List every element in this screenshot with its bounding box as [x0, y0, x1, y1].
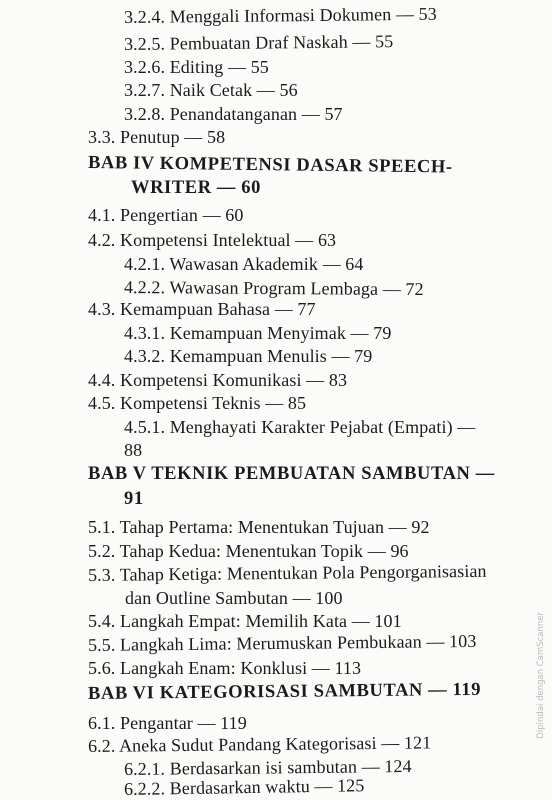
- toc-entry-4-5-1-page: 88: [124, 440, 143, 460]
- toc-entry-6-2-1: 6.2.1. Berdasarkan isi sambutan — 124: [123, 755, 412, 779]
- toc-entry-5-2: 5.2. Tahap Kedua: Menentukan Topik — 96: [88, 541, 409, 561]
- toc-entry-5-5: 5.5. Langkah Lima: Merumuskan Pembukaan — 103: [87, 630, 477, 655]
- toc-entry-3-2-8: 3.2.8. Penandatanganan — 57: [124, 104, 343, 124]
- toc-entry-5-3-cont: dan Outline Sambutan — 100: [125, 588, 343, 608]
- toc-entry-3-2-4: 3.2.4. Menggali Informasi Dokumen — 53: [123, 3, 437, 27]
- toc-entry-3-3: 3.3. Penutup — 58: [88, 127, 226, 147]
- toc-entry-5-3: 5.3. Tahap Ketiga: Menentukan Pola Pengorganisasian: [87, 560, 487, 585]
- toc-entry-5-1: 5.1. Tahap Pertama: Menentukan Tujuan — 92: [88, 517, 430, 537]
- toc-entry-5-4: 5.4. Langkah Empat: Memilih Kata — 101: [88, 611, 402, 631]
- toc-entry-4-1: 4.1. Pengertian — 60: [88, 205, 244, 225]
- toc-entry-4-3-2: 4.3.2. Kemampuan Menulis — 79: [124, 346, 373, 366]
- chapter-heading-bab-v-cont: 91: [124, 489, 144, 509]
- chapter-heading-bab-v: BAB V TEKNIK PEMBUATAN SAMBUTAN —: [88, 464, 495, 484]
- toc-entry-3-2-6: 3.2.6. Editing — 55: [124, 57, 269, 77]
- toc-entry-4-4: 4.4. Kompetensi Komunikasi — 83: [88, 370, 348, 390]
- toc-entry-4-2-2: 4.2.2. Wawasan Program Lembaga — 72: [123, 277, 424, 300]
- toc-entry-6-1: 6.1. Pengantar — 119: [88, 713, 247, 733]
- chapter-heading-bab-iv: BAB IV KOMPETENSI DASAR SPEECH-: [87, 153, 453, 178]
- chapter-heading-bab-iv-cont: WRITER — 60: [131, 178, 261, 198]
- toc-entry-6-2-2: 6.2.2. Berdasarkan waktu — 125: [123, 775, 365, 799]
- scanner-watermark: Dipindai dengan CamScanner: [536, 612, 546, 739]
- toc-entry-4-2-1: 4.2.1. Wawasan Akademik — 64: [124, 254, 364, 274]
- toc-entry-6-2: 6.2. Aneka Sudut Pandang Kategorisasi — 121: [87, 732, 432, 756]
- toc-entry-4-5-1: 4.5.1. Menghayati Karakter Pejabat (Empati) —: [124, 417, 476, 437]
- chapter-heading-bab-vi: BAB VI KATEGORISASI SAMBUTAN — 119: [87, 679, 482, 704]
- toc-entry-4-5: 4.5. Kompetensi Teknis — 85: [88, 393, 307, 413]
- toc-entry-3-2-7: 3.2.7. Naik Cetak — 56: [124, 80, 298, 100]
- toc-entry-4-3-1: 4.3.1. Kemampuan Menyimak — 79: [124, 323, 392, 343]
- toc-entry-4-3: 4.3. Kemampuan Bahasa — 77: [88, 299, 316, 319]
- toc-entry-4-2: 4.2. Kompetensi Intelektual — 63: [88, 230, 337, 250]
- toc-entry-3-2-5: 3.2.5. Pembuatan Draf Naskah — 55: [123, 31, 394, 54]
- toc-entry-5-6: 5.6. Langkah Enam: Konklusi — 113: [88, 658, 362, 678]
